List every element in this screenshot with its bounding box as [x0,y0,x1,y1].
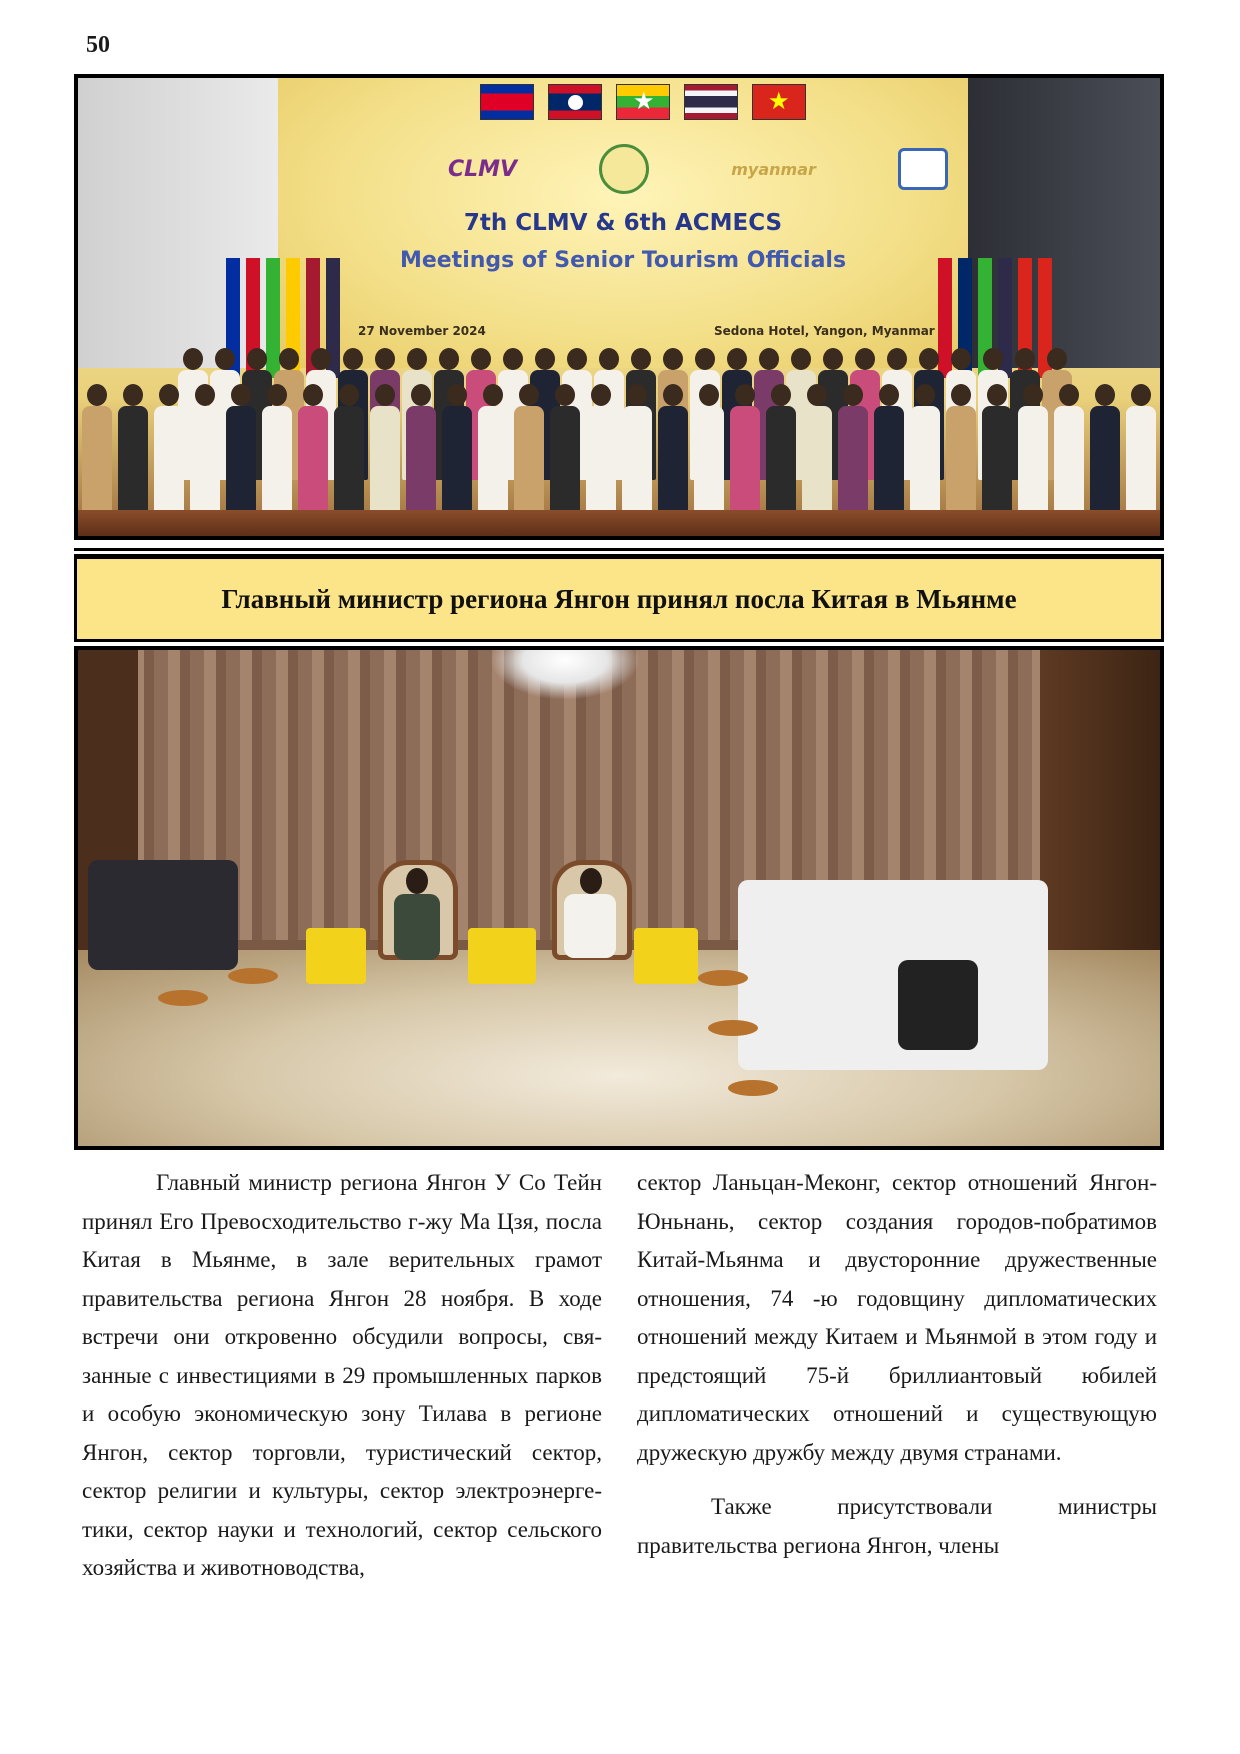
article-paragraph: Также присутствовали министры правительства региона Янгон, члены [637,1494,1157,1558]
myanmar-tourism-logo: myanmar [731,159,816,179]
logo-row [448,144,948,194]
center-table [468,928,536,984]
laos-flag [548,84,602,120]
side-table-left [306,928,366,984]
meeting-photo [74,646,1164,1150]
banner-date: 27 November 2024 [358,324,486,338]
page-number: 50 [86,32,110,58]
ministry-seal-logo [599,144,649,194]
thailand-flag [684,84,738,120]
chandelier [490,650,640,700]
section-divider [74,548,1164,556]
delegate-dark-dress [898,960,978,1050]
article-headline: Главный министр региона Янгон принял посла Китая в Мьянме [221,583,1017,614]
acmecs-logo [898,148,948,190]
group-photo [74,74,1164,540]
banner-venue: Sedona Hotel, Yangon, Myanmar [714,324,935,338]
delegation-left [88,860,238,970]
vietnam-flag [752,84,806,120]
clmv-logo: CLMV [448,156,518,182]
small-table [728,1080,778,1096]
headline-box [74,556,1164,642]
chief-minister-figure [564,894,616,958]
delegation-right [738,880,1048,1070]
ambassador-figure [394,894,440,960]
small-table [228,968,278,984]
article-paragraph: Главный министр региона Янгон У Со Тейн принял Его Превосходительство г-жу Ма Цзя, посла Китая в Мьянме, в зале верительных грамот правительства региона Янгон 28 ноября. В ходе встречи они откровенно обсудили вопросы, связанные с инвестициями в 29 промышленных парков и особую экономическую зону Тилава в регионе Янгон, сектор торговли, туристический сектор, сектор религии и культуры, сектор электроэнергетики, сектор науки и технологий, сектор сельского хозяйства и животноводства, [82,1170,602,1580]
side-table-right [634,928,698,984]
small-table [698,970,748,986]
article-column-right [637,1164,1157,1565]
article-paragraph: сектор Ланьцан-Меконг, сектор отношений Янгон-Юньнань, сектор создания городов-побратимов Китай-Мьянма и двусторонние дружественные отношения, 74 -ю годовщину дипломатических отношений между Китаем и Мьянмой в этом году и предстоящий 75-й бриллиантовый юбилей дипломатических отношений и существующую дружескую дружбу между двумя странами. [637,1170,1157,1465]
small-table [158,990,208,1006]
article-column-left [82,1164,602,1588]
banner-subtitle: Meetings of Senior Tourism Officials [399,248,847,273]
chief-minister-head [580,868,602,894]
small-table [708,1020,758,1036]
wood-panel-right [1040,650,1160,980]
banner-title: 7th CLMV & 6th ACMECS [463,210,783,236]
flag-row [480,84,806,120]
ambassador-head [406,868,428,894]
myanmar-flag [616,84,670,120]
stage-edge [78,510,1160,536]
cambodia-flag [480,84,534,120]
